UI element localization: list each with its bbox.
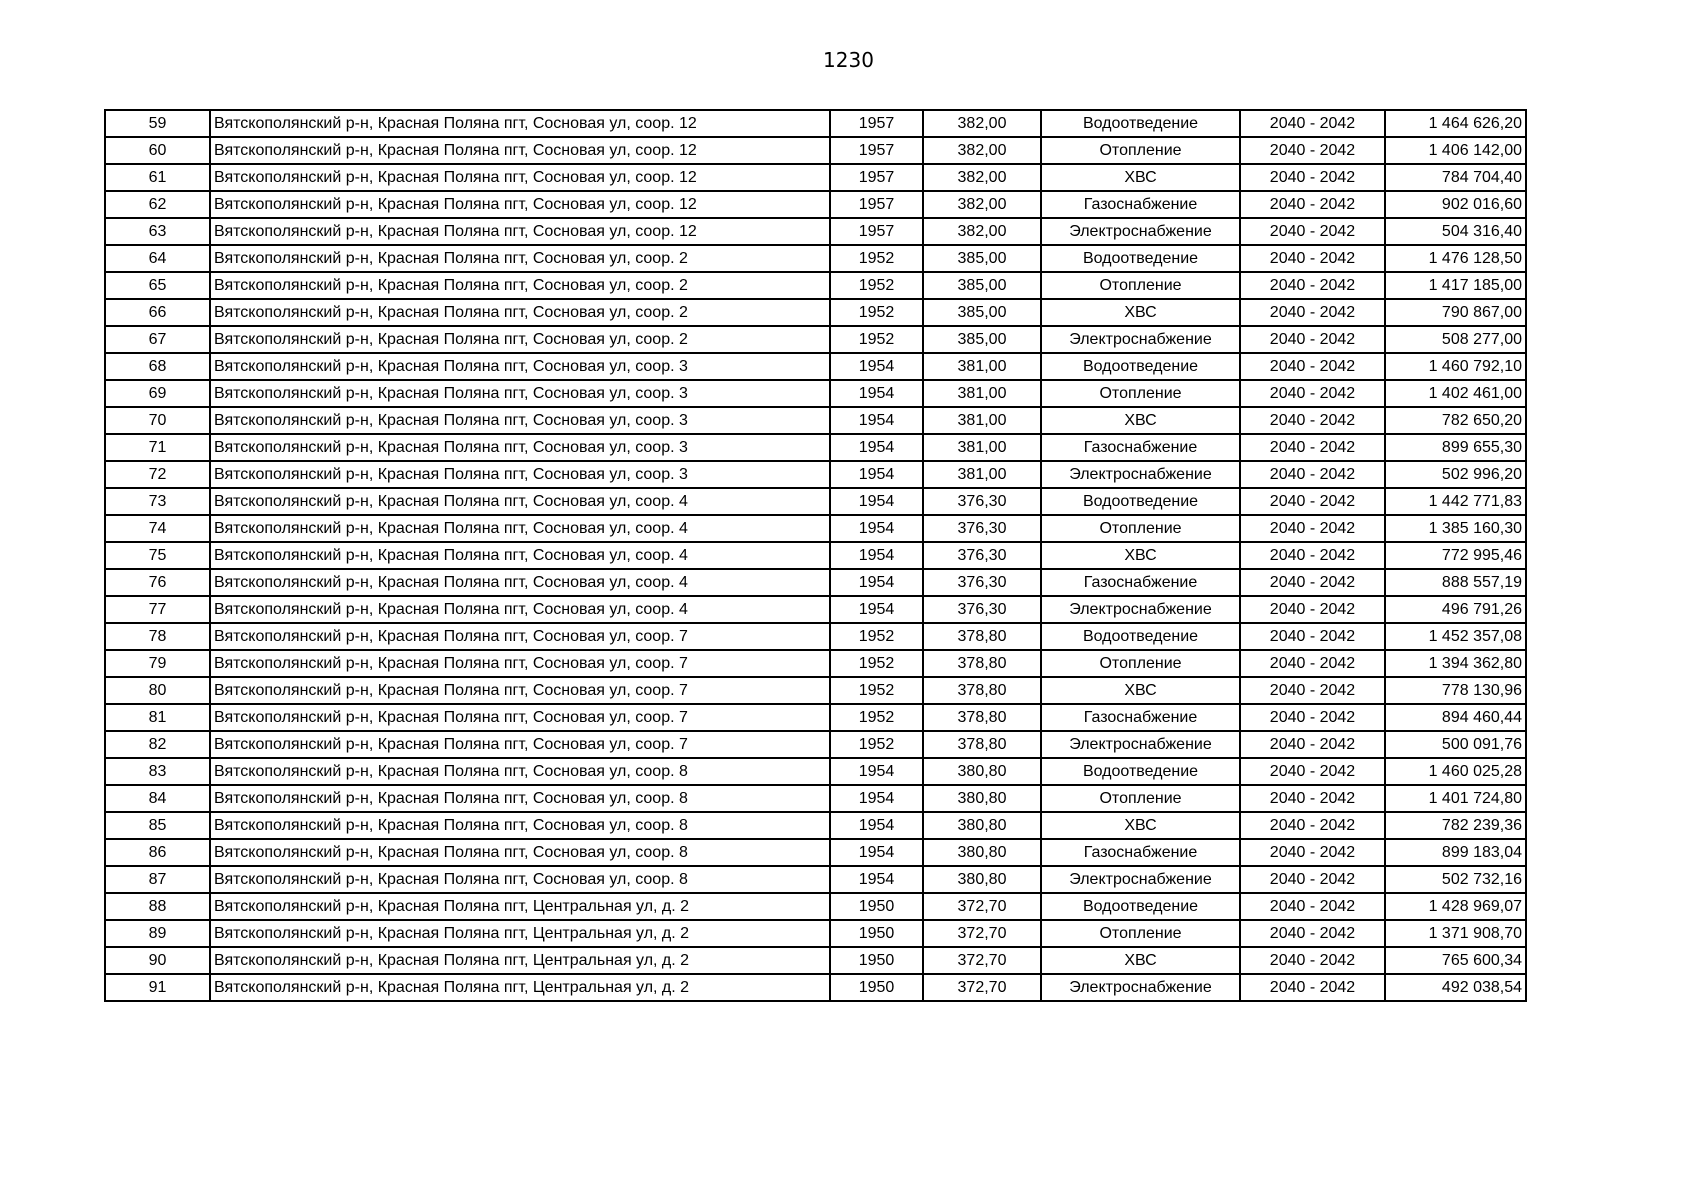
build-year-cell: 1950 — [830, 920, 923, 947]
table-row — [105, 650, 1526, 677]
row-number-cell: 91 — [105, 974, 210, 1001]
table-row — [105, 488, 1526, 515]
address-cell: Вятскополянский р-н, Красная Поляна пгт, Сосновая ул, соор. 12 — [210, 137, 830, 164]
build-year-cell: 1952 — [830, 299, 923, 326]
cost-cell: 1 460 025,28 — [1385, 758, 1526, 785]
area-cell: 380,80 — [923, 812, 1041, 839]
repair-period-cell: 2040 - 2042 — [1240, 974, 1385, 1001]
address-cell: Вятскополянский р-н, Красная Поляна пгт, Сосновая ул, соор. 8 — [210, 866, 830, 893]
repair-period-cell: 2040 - 2042 — [1240, 677, 1385, 704]
address-cell: Вятскополянский р-н, Красная Поляна пгт, Сосновая ул, соор. 7 — [210, 704, 830, 731]
engineering-system-cell: Водоотведение — [1041, 623, 1240, 650]
address-cell: Вятскополянский р-н, Красная Поляна пгт, Сосновая ул, соор. 3 — [210, 353, 830, 380]
repair-period-cell: 2040 - 2042 — [1240, 704, 1385, 731]
repair-period-cell: 2040 - 2042 — [1240, 461, 1385, 488]
cost-cell: 1 452 357,08 — [1385, 623, 1526, 650]
repair-period-cell: 2040 - 2042 — [1240, 191, 1385, 218]
area-cell: 378,80 — [923, 731, 1041, 758]
address-cell: Вятскополянский р-н, Красная Поляна пгт, Сосновая ул, соор. 12 — [210, 110, 830, 137]
address-cell: Вятскополянский р-н, Красная Поляна пгт, Сосновая ул, соор. 4 — [210, 488, 830, 515]
row-number-cell: 74 — [105, 515, 210, 542]
repair-period-cell: 2040 - 2042 — [1240, 380, 1385, 407]
row-number-cell: 80 — [105, 677, 210, 704]
build-year-cell: 1950 — [830, 947, 923, 974]
repair-period-cell: 2040 - 2042 — [1240, 353, 1385, 380]
table-row — [105, 704, 1526, 731]
cost-cell: 765 600,34 — [1385, 947, 1526, 974]
engineering-system-cell: ХВС — [1041, 812, 1240, 839]
table-row — [105, 407, 1526, 434]
cost-cell: 784 704,40 — [1385, 164, 1526, 191]
engineering-system-cell: Водоотведение — [1041, 893, 1240, 920]
area-cell: 382,00 — [923, 191, 1041, 218]
repair-period-cell: 2040 - 2042 — [1240, 110, 1385, 137]
address-cell: Вятскополянский р-н, Красная Поляна пгт, Сосновая ул, соор. 7 — [210, 677, 830, 704]
area-cell: 380,80 — [923, 785, 1041, 812]
engineering-system-cell: Отопление — [1041, 137, 1240, 164]
repair-period-cell: 2040 - 2042 — [1240, 515, 1385, 542]
address-cell: Вятскополянский р-н, Красная Поляна пгт, Сосновая ул, соор. 4 — [210, 515, 830, 542]
row-number-cell: 72 — [105, 461, 210, 488]
table-row — [105, 893, 1526, 920]
address-cell: Вятскополянский р-н, Красная Поляна пгт, Сосновая ул, соор. 4 — [210, 569, 830, 596]
repair-period-cell: 2040 - 2042 — [1240, 812, 1385, 839]
address-cell: Вятскополянский р-н, Красная Поляна пгт, Сосновая ул, соор. 2 — [210, 245, 830, 272]
cost-cell: 1 371 908,70 — [1385, 920, 1526, 947]
row-number-cell: 87 — [105, 866, 210, 893]
repair-period-cell: 2040 - 2042 — [1240, 758, 1385, 785]
cost-cell: 1 394 362,80 — [1385, 650, 1526, 677]
table-row — [105, 164, 1526, 191]
engineering-system-cell: Электроснабжение — [1041, 326, 1240, 353]
area-cell: 378,80 — [923, 704, 1041, 731]
cost-cell: 1 401 724,80 — [1385, 785, 1526, 812]
table-row — [105, 677, 1526, 704]
row-number-cell: 71 — [105, 434, 210, 461]
cost-cell: 1 385 160,30 — [1385, 515, 1526, 542]
area-cell: 372,70 — [923, 947, 1041, 974]
row-number-cell: 84 — [105, 785, 210, 812]
row-number-cell: 66 — [105, 299, 210, 326]
area-cell: 380,80 — [923, 839, 1041, 866]
engineering-system-cell: Отопление — [1041, 380, 1240, 407]
engineering-system-cell: Электроснабжение — [1041, 461, 1240, 488]
cost-cell: 508 277,00 — [1385, 326, 1526, 353]
address-cell: Вятскополянский р-н, Красная Поляна пгт, Сосновая ул, соор. 12 — [210, 164, 830, 191]
area-cell: 378,80 — [923, 677, 1041, 704]
table-row — [105, 191, 1526, 218]
address-cell: Вятскополянский р-н, Красная Поляна пгт, Сосновая ул, соор. 3 — [210, 461, 830, 488]
cost-cell: 1 460 792,10 — [1385, 353, 1526, 380]
row-number-cell: 65 — [105, 272, 210, 299]
engineering-system-cell: ХВС — [1041, 299, 1240, 326]
repair-period-cell: 2040 - 2042 — [1240, 218, 1385, 245]
address-cell: Вятскополянский р-н, Красная Поляна пгт, Сосновая ул, соор. 8 — [210, 785, 830, 812]
cost-cell: 502 732,16 — [1385, 866, 1526, 893]
table-row — [105, 299, 1526, 326]
engineering-system-cell: Отопление — [1041, 785, 1240, 812]
engineering-system-cell: Отопление — [1041, 515, 1240, 542]
cost-cell: 782 650,20 — [1385, 407, 1526, 434]
registry-table — [104, 109, 1527, 1002]
build-year-cell: 1954 — [830, 407, 923, 434]
address-cell: Вятскополянский р-н, Красная Поляна пгт, Центральная ул, д. 2 — [210, 893, 830, 920]
address-cell: Вятскополянский р-н, Красная Поляна пгт, Сосновая ул, соор. 7 — [210, 650, 830, 677]
build-year-cell: 1954 — [830, 353, 923, 380]
cost-cell: 1 442 771,83 — [1385, 488, 1526, 515]
cost-cell: 772 995,46 — [1385, 542, 1526, 569]
build-year-cell: 1954 — [830, 515, 923, 542]
table-body — [105, 110, 1526, 1001]
table-row — [105, 758, 1526, 785]
table-row — [105, 974, 1526, 1001]
area-cell: 382,00 — [923, 137, 1041, 164]
repair-period-cell: 2040 - 2042 — [1240, 245, 1385, 272]
row-number-cell: 59 — [105, 110, 210, 137]
cost-cell: 899 183,04 — [1385, 839, 1526, 866]
engineering-system-cell: Водоотведение — [1041, 758, 1240, 785]
table-row — [105, 137, 1526, 164]
row-number-cell: 68 — [105, 353, 210, 380]
build-year-cell: 1954 — [830, 839, 923, 866]
cost-cell: 492 038,54 — [1385, 974, 1526, 1001]
table-row — [105, 839, 1526, 866]
repair-period-cell: 2040 - 2042 — [1240, 623, 1385, 650]
repair-period-cell: 2040 - 2042 — [1240, 866, 1385, 893]
address-cell: Вятскополянский р-н, Красная Поляна пгт, Сосновая ул, соор. 2 — [210, 272, 830, 299]
build-year-cell: 1957 — [830, 164, 923, 191]
row-number-cell: 73 — [105, 488, 210, 515]
table-row — [105, 380, 1526, 407]
area-cell: 382,00 — [923, 164, 1041, 191]
engineering-system-cell: Отопление — [1041, 650, 1240, 677]
row-number-cell: 88 — [105, 893, 210, 920]
address-cell: Вятскополянский р-н, Красная Поляна пгт, Сосновая ул, соор. 7 — [210, 623, 830, 650]
cost-cell: 899 655,30 — [1385, 434, 1526, 461]
row-number-cell: 75 — [105, 542, 210, 569]
row-number-cell: 83 — [105, 758, 210, 785]
table-row — [105, 434, 1526, 461]
area-cell: 381,00 — [923, 353, 1041, 380]
area-cell: 376,30 — [923, 515, 1041, 542]
build-year-cell: 1957 — [830, 110, 923, 137]
table-row — [105, 596, 1526, 623]
row-number-cell: 90 — [105, 947, 210, 974]
cost-cell: 902 016,60 — [1385, 191, 1526, 218]
repair-period-cell: 2040 - 2042 — [1240, 650, 1385, 677]
row-number-cell: 81 — [105, 704, 210, 731]
engineering-system-cell: ХВС — [1041, 407, 1240, 434]
engineering-system-cell: Отопление — [1041, 920, 1240, 947]
area-cell: 380,80 — [923, 758, 1041, 785]
build-year-cell: 1954 — [830, 434, 923, 461]
cost-cell: 1 476 128,50 — [1385, 245, 1526, 272]
build-year-cell: 1950 — [830, 974, 923, 1001]
engineering-system-cell: ХВС — [1041, 164, 1240, 191]
build-year-cell: 1952 — [830, 704, 923, 731]
repair-period-cell: 2040 - 2042 — [1240, 299, 1385, 326]
row-number-cell: 63 — [105, 218, 210, 245]
build-year-cell: 1957 — [830, 218, 923, 245]
area-cell: 376,30 — [923, 569, 1041, 596]
area-cell: 385,00 — [923, 326, 1041, 353]
address-cell: Вятскополянский р-н, Красная Поляна пгт, Сосновая ул, соор. 4 — [210, 542, 830, 569]
address-cell: Вятскополянский р-н, Красная Поляна пгт, Сосновая ул, соор. 12 — [210, 218, 830, 245]
repair-period-cell: 2040 - 2042 — [1240, 272, 1385, 299]
cost-cell: 1 464 626,20 — [1385, 110, 1526, 137]
area-cell: 382,00 — [923, 218, 1041, 245]
build-year-cell: 1954 — [830, 569, 923, 596]
engineering-system-cell: Электроснабжение — [1041, 596, 1240, 623]
build-year-cell: 1954 — [830, 488, 923, 515]
address-cell: Вятскополянский р-н, Красная Поляна пгт, Сосновая ул, соор. 8 — [210, 812, 830, 839]
area-cell: 381,00 — [923, 407, 1041, 434]
build-year-cell: 1954 — [830, 542, 923, 569]
table-row — [105, 542, 1526, 569]
table-row — [105, 623, 1526, 650]
build-year-cell: 1954 — [830, 461, 923, 488]
area-cell: 380,80 — [923, 866, 1041, 893]
area-cell: 372,70 — [923, 974, 1041, 1001]
address-cell: Вятскополянский р-н, Красная Поляна пгт, Центральная ул, д. 2 — [210, 920, 830, 947]
address-cell: Вятскополянский р-н, Красная Поляна пгт, Центральная ул, д. 2 — [210, 947, 830, 974]
cost-cell: 778 130,96 — [1385, 677, 1526, 704]
area-cell: 385,00 — [923, 245, 1041, 272]
engineering-system-cell: Водоотведение — [1041, 488, 1240, 515]
table-row — [105, 569, 1526, 596]
row-number-cell: 61 — [105, 164, 210, 191]
table-row — [105, 812, 1526, 839]
area-cell: 385,00 — [923, 299, 1041, 326]
build-year-cell: 1952 — [830, 623, 923, 650]
row-number-cell: 79 — [105, 650, 210, 677]
area-cell: 376,30 — [923, 542, 1041, 569]
cost-cell: 1 428 969,07 — [1385, 893, 1526, 920]
cost-cell: 790 867,00 — [1385, 299, 1526, 326]
row-number-cell: 69 — [105, 380, 210, 407]
address-cell: Вятскополянский р-н, Красная Поляна пгт, Сосновая ул, соор. 3 — [210, 407, 830, 434]
cost-cell: 1 402 461,00 — [1385, 380, 1526, 407]
area-cell: 378,80 — [923, 623, 1041, 650]
repair-period-cell: 2040 - 2042 — [1240, 326, 1385, 353]
repair-period-cell: 2040 - 2042 — [1240, 947, 1385, 974]
row-number-cell: 85 — [105, 812, 210, 839]
repair-period-cell: 2040 - 2042 — [1240, 893, 1385, 920]
build-year-cell: 1952 — [830, 731, 923, 758]
area-cell: 381,00 — [923, 461, 1041, 488]
engineering-system-cell: Электроснабжение — [1041, 731, 1240, 758]
engineering-system-cell: ХВС — [1041, 947, 1240, 974]
engineering-system-cell: Газоснабжение — [1041, 569, 1240, 596]
row-number-cell: 76 — [105, 569, 210, 596]
build-year-cell: 1954 — [830, 596, 923, 623]
address-cell: Вятскополянский р-н, Красная Поляна пгт, Сосновая ул, соор. 12 — [210, 191, 830, 218]
address-cell: Вятскополянский р-н, Красная Поляна пгт, Сосновая ул, соор. 8 — [210, 758, 830, 785]
repair-period-cell: 2040 - 2042 — [1240, 434, 1385, 461]
area-cell: 376,30 — [923, 596, 1041, 623]
build-year-cell: 1954 — [830, 812, 923, 839]
row-number-cell: 78 — [105, 623, 210, 650]
engineering-system-cell: Газоснабжение — [1041, 704, 1240, 731]
address-cell: Вятскополянский р-н, Красная Поляна пгт, Сосновая ул, соор. 7 — [210, 731, 830, 758]
build-year-cell: 1952 — [830, 677, 923, 704]
repair-period-cell: 2040 - 2042 — [1240, 542, 1385, 569]
table-row — [105, 785, 1526, 812]
build-year-cell: 1954 — [830, 380, 923, 407]
table-row — [105, 353, 1526, 380]
table-row — [105, 731, 1526, 758]
row-number-cell: 67 — [105, 326, 210, 353]
build-year-cell: 1954 — [830, 758, 923, 785]
engineering-system-cell: Газоснабжение — [1041, 191, 1240, 218]
repair-period-cell: 2040 - 2042 — [1240, 596, 1385, 623]
cost-cell: 1 406 142,00 — [1385, 137, 1526, 164]
row-number-cell: 86 — [105, 839, 210, 866]
area-cell: 381,00 — [923, 380, 1041, 407]
engineering-system-cell: Газоснабжение — [1041, 434, 1240, 461]
build-year-cell: 1952 — [830, 326, 923, 353]
repair-period-cell: 2040 - 2042 — [1240, 164, 1385, 191]
area-cell: 372,70 — [923, 893, 1041, 920]
row-number-cell: 62 — [105, 191, 210, 218]
build-year-cell: 1952 — [830, 650, 923, 677]
engineering-system-cell: Газоснабжение — [1041, 839, 1240, 866]
cost-cell: 496 791,26 — [1385, 596, 1526, 623]
cost-cell: 894 460,44 — [1385, 704, 1526, 731]
repair-period-cell: 2040 - 2042 — [1240, 731, 1385, 758]
table-row — [105, 326, 1526, 353]
table-row — [105, 947, 1526, 974]
row-number-cell: 89 — [105, 920, 210, 947]
area-cell: 378,80 — [923, 650, 1041, 677]
row-number-cell: 64 — [105, 245, 210, 272]
engineering-system-cell: ХВС — [1041, 677, 1240, 704]
build-year-cell: 1952 — [830, 245, 923, 272]
table-row — [105, 920, 1526, 947]
address-cell: Вятскополянский р-н, Красная Поляна пгт, Центральная ул, д. 2 — [210, 974, 830, 1001]
area-cell: 376,30 — [923, 488, 1041, 515]
page-number: 1230 — [823, 48, 874, 72]
build-year-cell: 1952 — [830, 272, 923, 299]
address-cell: Вятскополянский р-н, Красная Поляна пгт, Сосновая ул, соор. 2 — [210, 299, 830, 326]
repair-period-cell: 2040 - 2042 — [1240, 569, 1385, 596]
table-row — [105, 245, 1526, 272]
row-number-cell: 77 — [105, 596, 210, 623]
build-year-cell: 1954 — [830, 785, 923, 812]
row-number-cell: 82 — [105, 731, 210, 758]
cost-cell: 502 996,20 — [1385, 461, 1526, 488]
address-cell: Вятскополянский р-н, Красная Поляна пгт, Сосновая ул, соор. 4 — [210, 596, 830, 623]
engineering-system-cell: Электроснабжение — [1041, 974, 1240, 1001]
repair-period-cell: 2040 - 2042 — [1240, 920, 1385, 947]
address-cell: Вятскополянский р-н, Красная Поляна пгт, Сосновая ул, соор. 3 — [210, 380, 830, 407]
engineering-system-cell: Отопление — [1041, 272, 1240, 299]
engineering-system-cell: Электроснабжение — [1041, 866, 1240, 893]
repair-period-cell: 2040 - 2042 — [1240, 839, 1385, 866]
table-row — [105, 515, 1526, 542]
table-row — [105, 218, 1526, 245]
cost-cell: 500 091,76 — [1385, 731, 1526, 758]
table-row — [105, 866, 1526, 893]
build-year-cell: 1950 — [830, 893, 923, 920]
engineering-system-cell: ХВС — [1041, 542, 1240, 569]
cost-cell: 782 239,36 — [1385, 812, 1526, 839]
area-cell: 381,00 — [923, 434, 1041, 461]
engineering-system-cell: Водоотведение — [1041, 110, 1240, 137]
cost-cell: 888 557,19 — [1385, 569, 1526, 596]
build-year-cell: 1957 — [830, 191, 923, 218]
table-row — [105, 461, 1526, 488]
table-row — [105, 110, 1526, 137]
address-cell: Вятскополянский р-н, Красная Поляна пгт, Сосновая ул, соор. 8 — [210, 839, 830, 866]
repair-period-cell: 2040 - 2042 — [1240, 488, 1385, 515]
address-cell: Вятскополянский р-н, Красная Поляна пгт, Сосновая ул, соор. 3 — [210, 434, 830, 461]
build-year-cell: 1954 — [830, 866, 923, 893]
engineering-system-cell: Электроснабжение — [1041, 218, 1240, 245]
area-cell: 382,00 — [923, 110, 1041, 137]
row-number-cell: 60 — [105, 137, 210, 164]
repair-period-cell: 2040 - 2042 — [1240, 407, 1385, 434]
area-cell: 385,00 — [923, 272, 1041, 299]
build-year-cell: 1957 — [830, 137, 923, 164]
engineering-system-cell: Водоотведение — [1041, 245, 1240, 272]
address-cell: Вятскополянский р-н, Красная Поляна пгт, Сосновая ул, соор. 2 — [210, 326, 830, 353]
engineering-system-cell: Водоотведение — [1041, 353, 1240, 380]
row-number-cell: 70 — [105, 407, 210, 434]
repair-period-cell: 2040 - 2042 — [1240, 137, 1385, 164]
cost-cell: 1 417 185,00 — [1385, 272, 1526, 299]
area-cell: 372,70 — [923, 920, 1041, 947]
cost-cell: 504 316,40 — [1385, 218, 1526, 245]
table-row — [105, 272, 1526, 299]
repair-period-cell: 2040 - 2042 — [1240, 785, 1385, 812]
